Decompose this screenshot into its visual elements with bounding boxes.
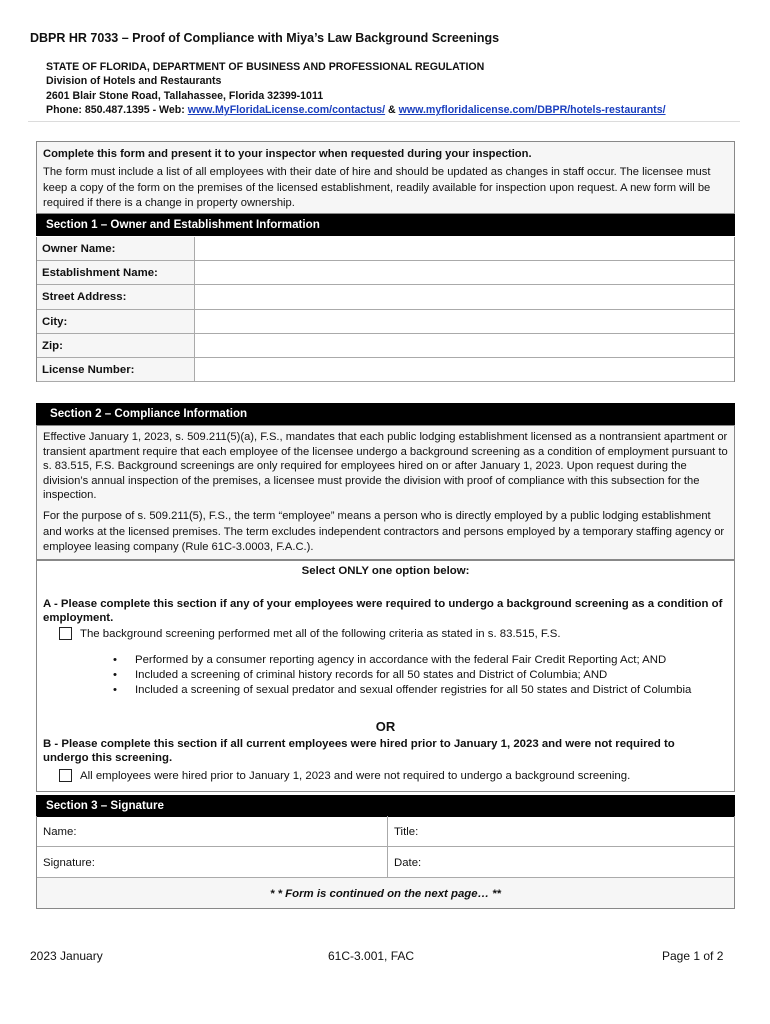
license-number-label: License Number: <box>37 358 195 381</box>
criteria-item <box>113 683 723 698</box>
zip-field[interactable] <box>195 334 734 357</box>
section1-table <box>36 237 735 382</box>
hotels-restaurants-link[interactable]: www.myfloridalicense.com/DBPR/hotels-restaurants/ <box>398 104 666 117</box>
city-field[interactable] <box>195 310 734 333</box>
street-address-field[interactable] <box>195 285 734 308</box>
option-a-checkbox[interactable] <box>59 627 72 640</box>
criteria-text: Included a screening of criminal history records for all 50 states and District of Columbia; AND <box>135 669 608 682</box>
street-address-label: Street Address: <box>37 285 195 308</box>
link-separator: & <box>385 104 399 117</box>
footer-date: 2023 January <box>30 949 103 963</box>
footer-page-number: Page 1 of 2 <box>662 949 724 963</box>
document-title: DBPR HR 7033 – Proof of Compliance with Miya’s Law Background Screenings <box>30 31 500 45</box>
street-address-row <box>37 285 734 309</box>
option-b-label: All employees were hired prior to January 1, 2023 and were not required to undergo a background screening. <box>80 769 631 782</box>
compliance-para-1: Effective January 1, 2023, s. 509.211(5)(a), F.S., mandates that each public lodging establishment licensed as a nontransient apartment or transient apartment require that each employee of the licensee undergo a background screening as a condition of employment pursuant to s. 83.515, F.S. Background screenings are only required for employees hired on or after January 1, 2023. Upon request during the division’s annual inspection of the premises, a licensee must provide the division with proof of compliance with this subsection for the inspection. <box>43 431 728 502</box>
criteria-item <box>113 668 723 683</box>
title-field[interactable]: Title: <box>394 826 419 838</box>
date-field[interactable]: Date: <box>394 857 422 869</box>
option-b-heading: B - Please complete this section if all current employees were hired prior to January 1, 2023 and were not required to undergo this screening. <box>43 738 675 764</box>
bullet-icon: • <box>113 669 117 682</box>
city-row <box>37 310 734 334</box>
criteria-text: Performed by a consumer reporting agency in accordance with the federal Fair Credit Reporting Act; AND <box>135 654 667 666</box>
option-b-checkbox[interactable] <box>59 769 72 782</box>
license-number-row <box>37 358 734 382</box>
establishment-name-row <box>37 261 734 285</box>
owner-name-row <box>37 237 734 261</box>
owner-name-field[interactable] <box>195 237 734 260</box>
division-name: Division of Hotels and Restaurants <box>46 75 222 88</box>
intro-body: The form must include a list of all employees with their date of hire and should be updated as changes in staff occur. The licensee must keep a copy of the form on the premises of the licensed establishment, readily available for inspection upon request. A new form will be required if there is a change in property ownership. <box>43 166 711 210</box>
zip-row <box>37 334 734 358</box>
agency-contact <box>46 103 666 117</box>
signature-date-row <box>37 847 734 878</box>
section2-header: Section 2 – Compliance Information <box>36 403 735 425</box>
bullet-icon: • <box>113 654 117 666</box>
option-b-line <box>59 769 630 782</box>
option-a-line <box>59 627 561 640</box>
signature-field[interactable]: Signature: <box>37 847 388 877</box>
option-a-heading: A - Please complete this section if any of your employees were required to undergo a background screening as a condition of employment. <box>43 598 723 624</box>
criteria-list <box>113 653 723 699</box>
establishment-name-field[interactable] <box>195 261 734 284</box>
criteria-text: Included a screening of sexual predator and sexual offender registries for all 50 states and District of Columbia <box>135 684 692 697</box>
signature-table <box>36 816 735 909</box>
options-box <box>36 560 735 792</box>
license-number-field[interactable] <box>195 358 734 381</box>
name-field[interactable]: Name: <box>37 816 388 846</box>
establishment-name-label: Establishment Name: <box>37 261 195 284</box>
intro-lead: Complete this form and present it to your inspector when requested during your inspection. <box>43 148 532 160</box>
agency-block <box>46 60 666 118</box>
name-title-row <box>37 816 734 847</box>
city-label: City: <box>37 310 195 333</box>
agency-address: 2601 Blair Stone Road, Tallahassee, Florida 32399-1011 <box>46 89 324 102</box>
criteria-item <box>113 653 723 668</box>
continued-note: * * Form is continued on the next page… ** <box>37 878 734 909</box>
option-a-label: The background screening performed met all of the following criteria as stated in s. 83.515, F.S. <box>80 627 561 640</box>
or-divider: OR <box>375 719 396 734</box>
owner-name-label: Owner Name: <box>37 237 195 260</box>
header-divider <box>28 121 740 122</box>
phone-text: Phone: 850.487.1395 - Web: <box>46 104 188 117</box>
zip-label: Zip: <box>37 334 195 357</box>
agency-name: STATE OF FLORIDA, DEPARTMENT OF BUSINESS AND PROFESSIONAL REGULATION <box>46 61 485 73</box>
contact-link[interactable]: www.MyFloridaLicense.com/contactus/ <box>187 104 386 117</box>
compliance-info-box <box>36 425 735 560</box>
bullet-icon: • <box>113 684 117 697</box>
compliance-para-2: For the purpose of s. 509.211(5), F.S., the term “employee” means a person who is directly employed by a public lodging establishment and works at the licensed premises. The term excludes independent contractors and persons employed by a temporary staffing agency or employee leasing company (Rule 61C-3.0003, F.A.C.). <box>43 509 725 554</box>
section3-header: Section 3 – Signature <box>36 795 735 817</box>
section1-header: Section 1 – Owner and Establishment Information <box>36 214 735 236</box>
intro-box <box>36 141 735 214</box>
select-one-note: Select ONLY one option below: <box>301 565 470 577</box>
footer-rule: 61C-3.001, FAC <box>328 949 415 963</box>
